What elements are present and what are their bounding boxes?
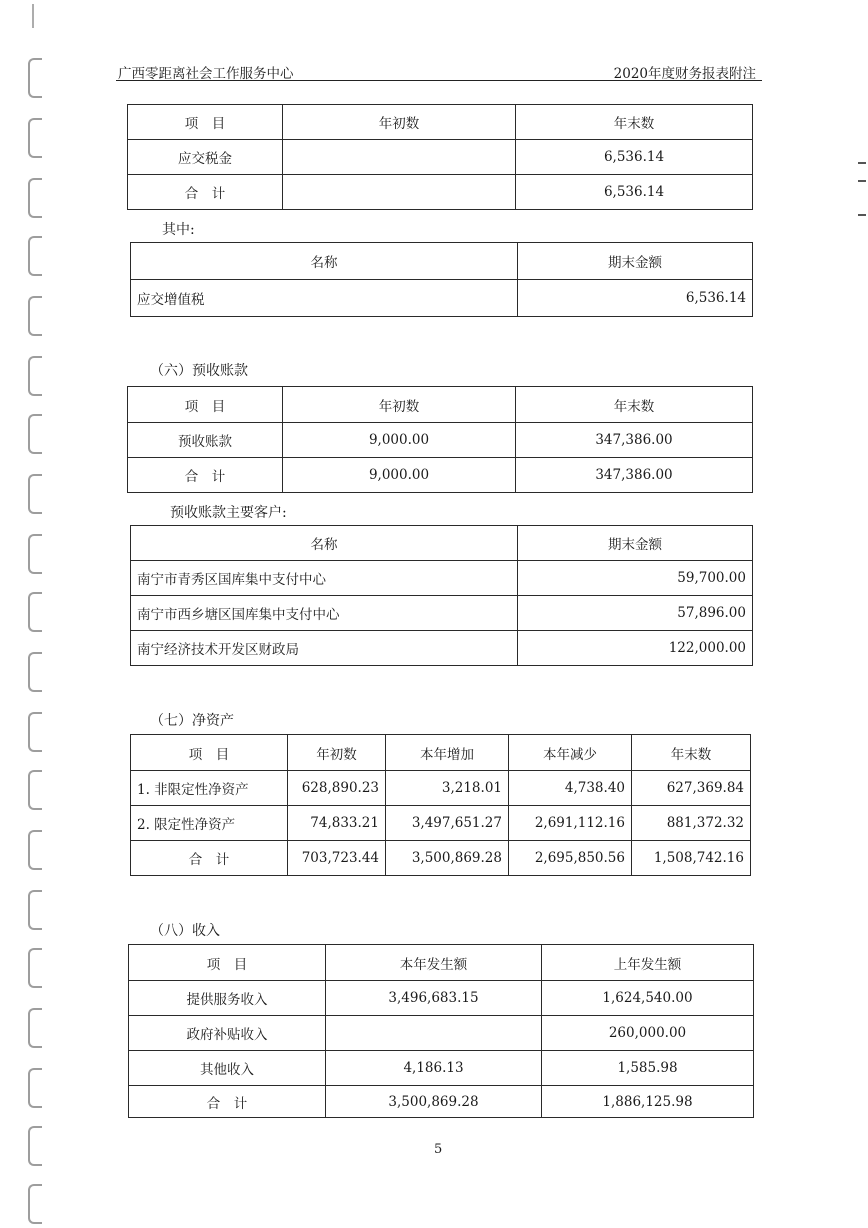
table-cell: 其他收入 (129, 1051, 326, 1086)
advance-table (127, 386, 753, 493)
table-cell: 57,896.00 (518, 596, 753, 631)
income-table (128, 944, 754, 1118)
table-cell: 合 计 (131, 841, 288, 876)
table-cell: 59,700.00 (518, 561, 753, 596)
table-row (131, 561, 753, 596)
advance-customers-table (130, 525, 753, 666)
table-header-row (131, 526, 753, 561)
page-number: 5 (434, 1142, 443, 1157)
table-header-cell: 年末数 (516, 105, 753, 140)
table-cell (326, 1016, 542, 1051)
table-cell: 1,624,540.00 (542, 981, 754, 1016)
table-cell: 合 计 (128, 175, 283, 210)
table-cell: 3,496,683.15 (326, 981, 542, 1016)
table-row (128, 140, 753, 175)
table-cell: 合 计 (128, 458, 283, 493)
table-cell: 南宁市青秀区国库集中支付中心 (131, 561, 518, 596)
table-cell: 3,500,869.28 (386, 841, 509, 876)
table-header-cell: 年末数 (516, 387, 753, 423)
table-cell: 3,500,869.28 (326, 1086, 542, 1118)
table-header-cell: 年初数 (283, 387, 516, 423)
tax-sub-label: 其中: (162, 222, 195, 238)
table-header-row (128, 105, 753, 140)
table-row (131, 771, 751, 806)
table-cell: 6,536.14 (516, 140, 753, 175)
net-assets-table (130, 734, 751, 876)
section-title-net-assets: （七）净资产 (150, 713, 234, 729)
table-header-cell: 年初数 (288, 735, 386, 771)
table-cell: 347,386.00 (516, 458, 753, 493)
table-header-row (129, 945, 754, 981)
table-cell: 122,000.00 (518, 631, 753, 666)
section-title-income: （八）收入 (150, 923, 220, 939)
table-cell: 应交税金 (128, 140, 283, 175)
table-cell: 6,536.14 (516, 175, 753, 210)
table-row (128, 175, 753, 210)
table-header-cell: 本年减少 (509, 735, 632, 771)
table-cell: 4,738.40 (509, 771, 632, 806)
table-cell: 预收账款 (128, 423, 283, 458)
table-cell: 260,000.00 (542, 1016, 754, 1051)
table-row (131, 806, 751, 841)
table-cell: 6,536.14 (518, 280, 753, 317)
table-row (128, 423, 753, 458)
table-cell: 2,691,112.16 (509, 806, 632, 841)
section-title-advance: （六）预收账款 (150, 363, 248, 379)
table-cell: 74,833.21 (288, 806, 386, 841)
table-header-cell: 本年发生额 (326, 945, 542, 981)
table-header-cell: 本年增加 (386, 735, 509, 771)
table-row (129, 1086, 754, 1118)
table-header-cell: 期末金额 (518, 526, 753, 561)
table-header-cell: 项 目 (128, 387, 283, 423)
table-header-cell: 名称 (131, 243, 518, 280)
org-name: 广西零距离社会工作服务中心 (118, 66, 294, 82)
table-cell: 2. 限定性净资产 (131, 806, 288, 841)
table-cell: 提供服务收入 (129, 981, 326, 1016)
table-header-cell: 年末数 (632, 735, 751, 771)
page-header (116, 62, 762, 81)
table-row (131, 841, 751, 876)
doc-title: 2020年度财务报表附注 (613, 66, 756, 82)
table-cell: 合 计 (129, 1086, 326, 1118)
table-row (128, 458, 753, 493)
table-header-cell: 项 目 (128, 105, 283, 140)
table-cell: 1,508,742.16 (632, 841, 751, 876)
table-cell: 3,218.01 (386, 771, 509, 806)
table-cell: 1. 非限定性净资产 (131, 771, 288, 806)
table-row (129, 981, 754, 1016)
table-cell: 1,886,125.98 (542, 1086, 754, 1118)
table-header-cell: 项 目 (129, 945, 326, 981)
table-cell: 703,723.44 (288, 841, 386, 876)
table-cell: 政府补贴收入 (129, 1016, 326, 1051)
table-cell: 881,372.32 (632, 806, 751, 841)
table-cell: 347,386.00 (516, 423, 753, 458)
table-cell: 9,000.00 (283, 458, 516, 493)
table-header-row (128, 387, 753, 423)
table-header-cell: 期末金额 (518, 243, 753, 280)
table-cell: 1,585.98 (542, 1051, 754, 1086)
table-cell (283, 140, 516, 175)
table-row (129, 1016, 754, 1051)
table-cell: 应交增值税 (131, 280, 518, 317)
table-row (131, 280, 753, 317)
table-row (131, 596, 753, 631)
table-cell: 628,890.23 (288, 771, 386, 806)
table-header-cell: 上年发生额 (542, 945, 754, 981)
table-header-row (131, 735, 751, 771)
table-cell: 9,000.00 (283, 423, 516, 458)
table-row (129, 1051, 754, 1086)
tax-table (127, 104, 753, 210)
table-header-row (131, 243, 753, 280)
table-cell (283, 175, 516, 210)
table-cell: 2,695,850.56 (509, 841, 632, 876)
table-header-cell: 年初数 (283, 105, 516, 140)
table-header-cell: 名称 (131, 526, 518, 561)
tax-sub-table (130, 242, 753, 317)
table-cell: 3,497,651.27 (386, 806, 509, 841)
table-cell: 627,369.84 (632, 771, 751, 806)
table-cell: 南宁市西乡塘区国库集中支付中心 (131, 596, 518, 631)
table-cell: 4,186.13 (326, 1051, 542, 1086)
table-row (131, 631, 753, 666)
table-cell: 南宁经济技术开发区财政局 (131, 631, 518, 666)
table-header-cell: 项 目 (131, 735, 288, 771)
advance-sub-label: 预收账款主要客户: (170, 505, 287, 521)
